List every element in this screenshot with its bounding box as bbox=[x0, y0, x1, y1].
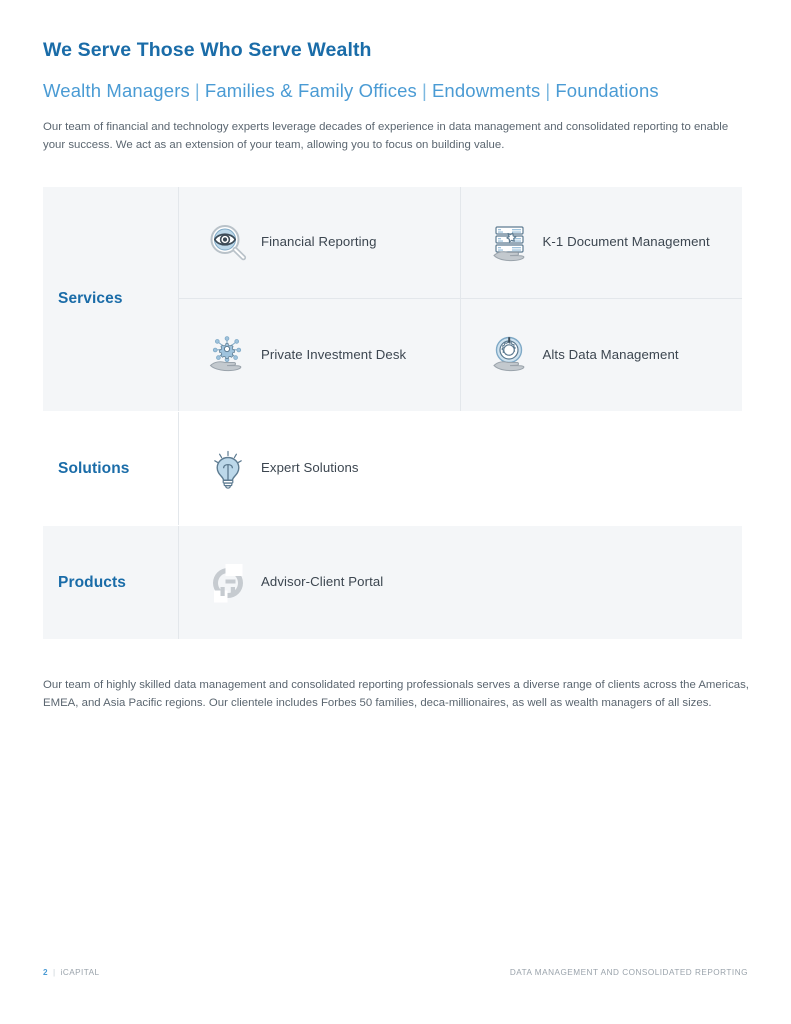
category-label-products: Products bbox=[58, 573, 126, 591]
audience-item-2: Endowments bbox=[431, 80, 541, 102]
category-cell-products bbox=[43, 526, 179, 639]
page-title: We Serve Those Who Serve Wealth bbox=[43, 39, 372, 61]
magnifier-eye-icon bbox=[205, 220, 251, 266]
audience-separator-2: | bbox=[545, 80, 551, 102]
offering-label: Private Investment Desk bbox=[261, 346, 407, 362]
hand-documents-gear-icon bbox=[487, 220, 533, 266]
lightbulb-icon bbox=[205, 446, 251, 492]
matrix-row-services bbox=[43, 187, 742, 411]
offering-item-k1-document-management[interactable] bbox=[461, 187, 743, 299]
closing-paragraph: Our team of highly skilled data management and consolidated reporting professionals serves a diverse range of clients across the Americas, EMEA, and Asia Pacific regions. Our clientele includes Forbes 50 families, deca-millionaires, as well as wealth managers of all sizes. bbox=[43, 679, 749, 710]
offering-label: Advisor-Client Portal bbox=[261, 574, 384, 590]
footer-brand: iCAPITAL bbox=[60, 968, 100, 977]
footer-document-title: DATA MANAGEMENT AND CONSOLIDATED REPORTING bbox=[509, 968, 748, 977]
portal-logo-icon bbox=[205, 560, 251, 606]
footer-page-number: 2 bbox=[43, 968, 49, 977]
services-items-grid bbox=[179, 187, 742, 411]
page-footer bbox=[43, 968, 748, 977]
offering-item-advisor-client-portal[interactable] bbox=[179, 526, 742, 639]
matrix-row-products bbox=[43, 525, 742, 639]
hand-network-gear-icon bbox=[205, 332, 251, 378]
audience-list bbox=[43, 79, 753, 103]
offering-label: Financial Reporting bbox=[261, 234, 377, 250]
offering-label: Expert Solutions bbox=[261, 460, 359, 476]
audience-item-3: Foundations bbox=[555, 80, 659, 102]
products-items-grid bbox=[179, 526, 742, 639]
audience-separator-0: | bbox=[194, 80, 200, 102]
offering-item-financial-reporting[interactable] bbox=[179, 187, 461, 299]
audience-item-0: Wealth Managers bbox=[43, 80, 190, 102]
audience-separator-1: | bbox=[421, 80, 427, 102]
category-cell-services bbox=[43, 187, 179, 411]
footer-left bbox=[43, 968, 100, 977]
matrix-row-solutions bbox=[43, 411, 742, 525]
offering-item-expert-solutions[interactable] bbox=[179, 412, 742, 525]
offering-item-private-investment-desk[interactable] bbox=[179, 299, 461, 411]
offering-item-alts-data-management[interactable] bbox=[461, 299, 743, 411]
hand-data-disc-icon bbox=[487, 332, 533, 378]
audience-item-1: Families & Family Offices bbox=[204, 80, 417, 102]
category-label-services: Services bbox=[58, 290, 123, 307]
solutions-items-grid bbox=[179, 412, 742, 525]
category-label-solutions: Solutions bbox=[58, 459, 130, 477]
category-cell-solutions bbox=[43, 412, 179, 525]
page-header bbox=[43, 38, 753, 103]
offering-label: K-1 Document Management bbox=[542, 234, 710, 250]
footer-separator: | bbox=[53, 968, 56, 977]
offering-label: Alts Data Management bbox=[542, 346, 679, 362]
intro-paragraph: Our team of financial and technology experts leverage decades of experience in data management and consolidated reporting to enable your success. We act as an extension of your team, allowing you to focus on building value. bbox=[43, 121, 729, 152]
offerings-matrix bbox=[43, 187, 742, 639]
